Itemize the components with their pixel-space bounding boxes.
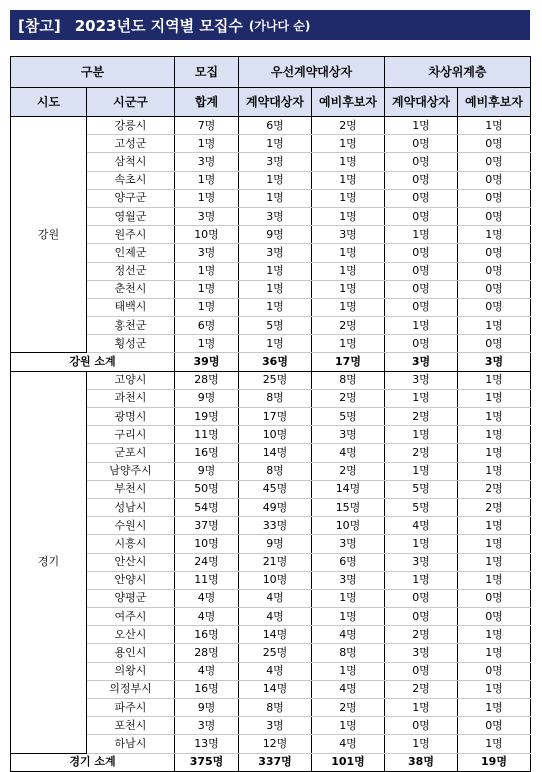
- header-row-1: [11, 57, 531, 88]
- subtotal-value: 337명: [239, 753, 312, 771]
- reserve-cell: 1명: [312, 262, 385, 280]
- contract-cell: 6명: [239, 117, 312, 135]
- secondary-contract-cell: 0명: [385, 207, 458, 225]
- contract-cell: 9명: [239, 226, 312, 244]
- total-cell: 4명: [175, 608, 239, 626]
- sigungu-cell: 의정부시: [87, 680, 175, 698]
- secondary-contract-cell: 2명: [385, 680, 458, 698]
- subtotal-label: 강원 소계: [11, 353, 175, 371]
- header-reserve-2: 예비후보자: [458, 88, 531, 117]
- secondary-contract-cell: 3명: [385, 371, 458, 389]
- secondary-reserve-cell: 0명: [458, 335, 531, 353]
- sigungu-cell: 양평군: [87, 589, 175, 607]
- total-cell: 7명: [175, 117, 239, 135]
- secondary-reserve-cell: 0명: [458, 280, 531, 298]
- table-row: [11, 444, 531, 462]
- contract-cell: 3명: [239, 207, 312, 225]
- total-cell: 1명: [175, 262, 239, 280]
- reserve-cell: 8명: [312, 644, 385, 662]
- secondary-contract-cell: 1명: [385, 226, 458, 244]
- sigungu-cell: 의왕시: [87, 662, 175, 680]
- reserve-cell: 1명: [312, 589, 385, 607]
- secondary-contract-cell: 1명: [385, 462, 458, 480]
- sigungu-cell: 남양주시: [87, 462, 175, 480]
- sigungu-cell: 원주시: [87, 226, 175, 244]
- header-secondary: 차상위계층: [385, 57, 531, 88]
- contract-cell: 1명: [239, 262, 312, 280]
- secondary-contract-cell: 0명: [385, 171, 458, 189]
- secondary-contract-cell: 1명: [385, 571, 458, 589]
- subtotal-value: 36명: [239, 353, 312, 371]
- secondary-reserve-cell: 1명: [458, 389, 531, 407]
- contract-cell: 1명: [239, 280, 312, 298]
- table-row: [11, 371, 531, 389]
- total-cell: 6명: [175, 317, 239, 335]
- sigungu-cell: 포천시: [87, 717, 175, 735]
- secondary-reserve-cell: 2명: [458, 480, 531, 498]
- contract-cell: 1명: [239, 171, 312, 189]
- secondary-reserve-cell: 0명: [458, 262, 531, 280]
- contract-cell: 17명: [239, 408, 312, 426]
- reserve-cell: 10명: [312, 517, 385, 535]
- recruitment-table: [10, 56, 531, 772]
- contract-cell: 4명: [239, 589, 312, 607]
- sigungu-cell: 광명시: [87, 408, 175, 426]
- secondary-reserve-cell: 2명: [458, 498, 531, 516]
- reserve-cell: 4명: [312, 735, 385, 753]
- header-contract: 계약대상자: [239, 88, 312, 117]
- sigungu-cell: 고양시: [87, 371, 175, 389]
- contract-cell: 49명: [239, 498, 312, 516]
- secondary-contract-cell: 4명: [385, 517, 458, 535]
- reserve-cell: 2명: [312, 117, 385, 135]
- total-cell: 16명: [175, 444, 239, 462]
- secondary-contract-cell: 1명: [385, 735, 458, 753]
- table-row: [11, 189, 531, 207]
- subtotal-row: [11, 353, 531, 371]
- page-title: 2023년도 지역별 모집수: [74, 16, 243, 35]
- reserve-cell: 1명: [312, 153, 385, 171]
- secondary-contract-cell: 0명: [385, 280, 458, 298]
- contract-cell: 1명: [239, 135, 312, 153]
- secondary-reserve-cell: 0명: [458, 153, 531, 171]
- total-cell: 1명: [175, 335, 239, 353]
- total-cell: 54명: [175, 498, 239, 516]
- sigungu-cell: 성남시: [87, 498, 175, 516]
- contract-cell: 45명: [239, 480, 312, 498]
- sigungu-cell: 홍천군: [87, 317, 175, 335]
- header-sido: 시도: [11, 88, 87, 117]
- reserve-cell: 4명: [312, 444, 385, 462]
- sigungu-cell: 고성군: [87, 135, 175, 153]
- sigungu-cell: 오산시: [87, 626, 175, 644]
- reserve-cell: 3명: [312, 226, 385, 244]
- contract-cell: 14명: [239, 626, 312, 644]
- contract-cell: 25명: [239, 644, 312, 662]
- contract-cell: 8명: [239, 462, 312, 480]
- reserve-cell: 1명: [312, 298, 385, 316]
- table-row: [11, 571, 531, 589]
- total-cell: 9명: [175, 462, 239, 480]
- table-row: [11, 298, 531, 316]
- reserve-cell: 2명: [312, 317, 385, 335]
- table-row: [11, 626, 531, 644]
- table-row: [11, 207, 531, 225]
- title-suffix: (가나다 순): [248, 18, 311, 33]
- secondary-reserve-cell: 0명: [458, 189, 531, 207]
- total-cell: 10명: [175, 535, 239, 553]
- total-cell: 3명: [175, 153, 239, 171]
- secondary-contract-cell: 3명: [385, 553, 458, 571]
- total-cell: 37명: [175, 517, 239, 535]
- secondary-reserve-cell: 1명: [458, 408, 531, 426]
- contract-cell: 14명: [239, 680, 312, 698]
- secondary-contract-cell: 5명: [385, 498, 458, 516]
- total-cell: 28명: [175, 371, 239, 389]
- secondary-reserve-cell: 0명: [458, 207, 531, 225]
- secondary-contract-cell: 0명: [385, 335, 458, 353]
- secondary-reserve-cell: 1명: [458, 571, 531, 589]
- total-cell: 16명: [175, 626, 239, 644]
- reserve-cell: 1명: [312, 280, 385, 298]
- reserve-cell: 3명: [312, 535, 385, 553]
- total-cell: 1명: [175, 298, 239, 316]
- reserve-cell: 1명: [312, 244, 385, 262]
- header-row-2: [11, 88, 531, 117]
- secondary-contract-cell: 0명: [385, 189, 458, 207]
- secondary-reserve-cell: 1명: [458, 117, 531, 135]
- contract-cell: 1명: [239, 189, 312, 207]
- table-row: [11, 171, 531, 189]
- sigungu-cell: 구리시: [87, 426, 175, 444]
- title-prefix: [참고]: [18, 16, 61, 35]
- sigungu-cell: 부천시: [87, 480, 175, 498]
- sigungu-cell: 여주시: [87, 608, 175, 626]
- reserve-cell: 5명: [312, 408, 385, 426]
- contract-cell: 4명: [239, 608, 312, 626]
- reserve-cell: 1명: [312, 608, 385, 626]
- contract-cell: 4명: [239, 662, 312, 680]
- table-row: [11, 135, 531, 153]
- total-cell: 3명: [175, 717, 239, 735]
- reserve-cell: 4명: [312, 626, 385, 644]
- table-row: [11, 117, 531, 135]
- contract-cell: 8명: [239, 389, 312, 407]
- total-cell: 3명: [175, 207, 239, 225]
- subtotal-value: 39명: [175, 353, 239, 371]
- secondary-contract-cell: 0명: [385, 608, 458, 626]
- secondary-reserve-cell: 1명: [458, 444, 531, 462]
- reserve-cell: 1명: [312, 717, 385, 735]
- reserve-cell: 1명: [312, 171, 385, 189]
- subtotal-value: 17명: [312, 353, 385, 371]
- contract-cell: 10명: [239, 571, 312, 589]
- secondary-contract-cell: 1명: [385, 699, 458, 717]
- sigungu-cell: 태백시: [87, 298, 175, 316]
- subtotal-label: 경기 소계: [11, 753, 175, 771]
- sigungu-cell: 삼척시: [87, 153, 175, 171]
- table-row: [11, 153, 531, 171]
- region-name: 강원: [11, 117, 87, 353]
- table-row: [11, 389, 531, 407]
- table-row: [11, 608, 531, 626]
- sigungu-cell: 안산시: [87, 553, 175, 571]
- secondary-contract-cell: 1명: [385, 117, 458, 135]
- contract-cell: 21명: [239, 553, 312, 571]
- total-cell: 16명: [175, 680, 239, 698]
- contract-cell: 12명: [239, 735, 312, 753]
- total-cell: 4명: [175, 589, 239, 607]
- table-row: [11, 317, 531, 335]
- subtotal-value: 375명: [175, 753, 239, 771]
- reserve-cell: 15명: [312, 498, 385, 516]
- header-reserve: 예비후보자: [312, 88, 385, 117]
- table-row: [11, 498, 531, 516]
- reserve-cell: 1명: [312, 335, 385, 353]
- table-body: [11, 117, 531, 772]
- table-row: [11, 480, 531, 498]
- contract-cell: 3명: [239, 717, 312, 735]
- contract-cell: 8명: [239, 699, 312, 717]
- reserve-cell: 8명: [312, 371, 385, 389]
- total-cell: 19명: [175, 408, 239, 426]
- subtotal-value: 3명: [385, 353, 458, 371]
- secondary-reserve-cell: 1명: [458, 680, 531, 698]
- contract-cell: 1명: [239, 335, 312, 353]
- reserve-cell: 2명: [312, 699, 385, 717]
- reserve-cell: 3명: [312, 571, 385, 589]
- contract-cell: 14명: [239, 444, 312, 462]
- secondary-reserve-cell: 1명: [458, 226, 531, 244]
- secondary-reserve-cell: 1명: [458, 735, 531, 753]
- reserve-cell: 1명: [312, 135, 385, 153]
- sigungu-cell: 과천시: [87, 389, 175, 407]
- table-row: [11, 262, 531, 280]
- secondary-reserve-cell: 1명: [458, 699, 531, 717]
- secondary-contract-cell: 0명: [385, 135, 458, 153]
- table-row: [11, 426, 531, 444]
- contract-cell: 10명: [239, 426, 312, 444]
- table-row: [11, 553, 531, 571]
- secondary-reserve-cell: 0명: [458, 717, 531, 735]
- total-cell: 1명: [175, 135, 239, 153]
- header-gubun: 구분: [11, 57, 175, 88]
- sigungu-cell: 횡성군: [87, 335, 175, 353]
- sigungu-cell: 용인시: [87, 644, 175, 662]
- table-row: [11, 535, 531, 553]
- table-row: [11, 244, 531, 262]
- secondary-contract-cell: 2명: [385, 408, 458, 426]
- secondary-reserve-cell: 0명: [458, 135, 531, 153]
- reserve-cell: 1명: [312, 662, 385, 680]
- total-cell: 4명: [175, 662, 239, 680]
- contract-cell: 33명: [239, 517, 312, 535]
- total-cell: 1명: [175, 280, 239, 298]
- secondary-contract-cell: 0명: [385, 717, 458, 735]
- sigungu-cell: 속초시: [87, 171, 175, 189]
- secondary-reserve-cell: 1명: [458, 535, 531, 553]
- table-row: [11, 462, 531, 480]
- secondary-contract-cell: 5명: [385, 480, 458, 498]
- sigungu-cell: 영월군: [87, 207, 175, 225]
- reserve-cell: 1명: [312, 207, 385, 225]
- header-contract-2: 계약대상자: [385, 88, 458, 117]
- table-row: [11, 662, 531, 680]
- subtotal-value: 19명: [458, 753, 531, 771]
- secondary-reserve-cell: 0명: [458, 244, 531, 262]
- total-cell: 9명: [175, 389, 239, 407]
- sigungu-cell: 양구군: [87, 189, 175, 207]
- header-total: 합계: [175, 88, 239, 117]
- contract-cell: 25명: [239, 371, 312, 389]
- sigungu-cell: 강릉시: [87, 117, 175, 135]
- total-cell: 50명: [175, 480, 239, 498]
- contract-cell: 3명: [239, 244, 312, 262]
- table-row: [11, 226, 531, 244]
- table-row: [11, 408, 531, 426]
- total-cell: 10명: [175, 226, 239, 244]
- contract-cell: 5명: [239, 317, 312, 335]
- total-cell: 24명: [175, 553, 239, 571]
- secondary-contract-cell: 1명: [385, 426, 458, 444]
- table-row: [11, 699, 531, 717]
- table-row: [11, 644, 531, 662]
- reserve-cell: 1명: [312, 189, 385, 207]
- secondary-contract-cell: 1명: [385, 389, 458, 407]
- sigungu-cell: 파주시: [87, 699, 175, 717]
- secondary-contract-cell: 0명: [385, 662, 458, 680]
- secondary-contract-cell: 0명: [385, 298, 458, 316]
- sigungu-cell: 춘천시: [87, 280, 175, 298]
- secondary-reserve-cell: 0명: [458, 171, 531, 189]
- region-name: 경기: [11, 371, 87, 753]
- contract-cell: 1명: [239, 298, 312, 316]
- title-bar: [10, 10, 530, 40]
- secondary-reserve-cell: 0명: [458, 589, 531, 607]
- sigungu-cell: 군포시: [87, 444, 175, 462]
- secondary-contract-cell: 2명: [385, 626, 458, 644]
- secondary-contract-cell: 0명: [385, 589, 458, 607]
- secondary-contract-cell: 1명: [385, 317, 458, 335]
- header-sigungu: 시군구: [87, 88, 175, 117]
- table-row: [11, 517, 531, 535]
- contract-cell: 9명: [239, 535, 312, 553]
- reserve-cell: 2명: [312, 389, 385, 407]
- sigungu-cell: 안양시: [87, 571, 175, 589]
- secondary-reserve-cell: 0명: [458, 608, 531, 626]
- sigungu-cell: 수원시: [87, 517, 175, 535]
- secondary-reserve-cell: 0명: [458, 662, 531, 680]
- reserve-cell: 6명: [312, 553, 385, 571]
- total-cell: 11명: [175, 426, 239, 444]
- total-cell: 1명: [175, 171, 239, 189]
- secondary-contract-cell: 0명: [385, 153, 458, 171]
- secondary-reserve-cell: 0명: [458, 298, 531, 316]
- secondary-reserve-cell: 1명: [458, 371, 531, 389]
- secondary-reserve-cell: 1명: [458, 644, 531, 662]
- table-row: [11, 717, 531, 735]
- secondary-reserve-cell: 1명: [458, 626, 531, 644]
- reserve-cell: 2명: [312, 462, 385, 480]
- total-cell: 1명: [175, 189, 239, 207]
- header-priority: 우선계약대상자: [239, 57, 385, 88]
- secondary-reserve-cell: 1명: [458, 426, 531, 444]
- total-cell: 9명: [175, 699, 239, 717]
- secondary-contract-cell: 2명: [385, 444, 458, 462]
- table-row: [11, 589, 531, 607]
- secondary-reserve-cell: 1명: [458, 462, 531, 480]
- reserve-cell: 14명: [312, 480, 385, 498]
- table-row: [11, 280, 531, 298]
- subtotal-value: 101명: [312, 753, 385, 771]
- reserve-cell: 3명: [312, 426, 385, 444]
- total-cell: 3명: [175, 244, 239, 262]
- subtotal-row: [11, 753, 531, 771]
- secondary-contract-cell: 1명: [385, 535, 458, 553]
- secondary-contract-cell: 0명: [385, 262, 458, 280]
- sigungu-cell: 인제군: [87, 244, 175, 262]
- sigungu-cell: 시흥시: [87, 535, 175, 553]
- total-cell: 11명: [175, 571, 239, 589]
- reserve-cell: 4명: [312, 680, 385, 698]
- secondary-reserve-cell: 1명: [458, 553, 531, 571]
- subtotal-value: 3명: [458, 353, 531, 371]
- secondary-reserve-cell: 1명: [458, 317, 531, 335]
- secondary-reserve-cell: 1명: [458, 517, 531, 535]
- table-row: [11, 335, 531, 353]
- secondary-contract-cell: 0명: [385, 244, 458, 262]
- header-mojip: 모집: [175, 57, 239, 88]
- total-cell: 13명: [175, 735, 239, 753]
- subtotal-value: 38명: [385, 753, 458, 771]
- sigungu-cell: 하남시: [87, 735, 175, 753]
- table-row: [11, 735, 531, 753]
- total-cell: 28명: [175, 644, 239, 662]
- sigungu-cell: 정선군: [87, 262, 175, 280]
- contract-cell: 3명: [239, 153, 312, 171]
- secondary-contract-cell: 3명: [385, 644, 458, 662]
- table-row: [11, 680, 531, 698]
